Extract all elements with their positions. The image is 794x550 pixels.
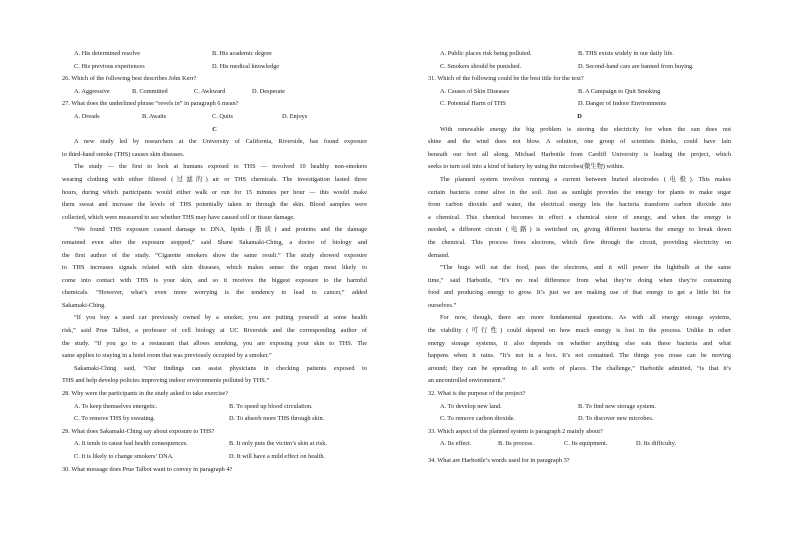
q33-options — [428, 438, 731, 451]
q32-option-b: B. To find new storage system. — [578, 402, 656, 410]
q29-options-row-1 — [62, 438, 367, 451]
q27-option-a: A. Dreads — [74, 112, 100, 120]
passage-c-line: wearing clothing with either filtered (过滤的) air or THS chemicals. The investigation lasted three — [62, 175, 367, 183]
q28-option-a: A. To keep themselves energetic. — [74, 402, 158, 410]
q29-stem: 29. What does Sakamaki-Ching say about exposure to THS? — [62, 427, 215, 435]
q30-stem: 30. What message does Prue Talbot want to convey in paragraph 4? — [62, 465, 233, 473]
q25-option-d: D. His medical knowledge — [212, 62, 280, 70]
q30-options-row-1 — [428, 48, 731, 61]
passage-d-line: happens when it rains. “It’s not in a box. It’s not contained. The things you reuse can be moving — [428, 352, 731, 360]
q28-options-row-1 — [62, 401, 367, 414]
q25-option-b: B. His academic degree — [212, 50, 272, 57]
passage-d-line: food and producing energy to grow. It’s just we are making use of that energy to get a little bit for — [428, 289, 731, 297]
q25-option-c: C. His previous experiences — [74, 62, 145, 70]
passage-c-line: remained even after the exposure stopped,” said Shane Sakamaki-Ching, a doctor of biology and — [62, 238, 367, 246]
q26-option-d: D. Desperate — [252, 87, 285, 95]
passage-c-line: chemicals. “However, what’s even more worrying is the tendency to lead to cancer,” added — [62, 289, 367, 297]
passage-d-line: certain bacteria come alive in the soil. Just as sunlight provides the energy for plants to make sugar — [428, 188, 731, 196]
q25-options-row-1 — [62, 48, 367, 61]
q31-option-c: C. Potential Harm of THS — [440, 100, 506, 108]
q27-option-d: D. Enjoys — [282, 112, 308, 120]
passage-d-line: the chemical. This process frees electrons, which flow through the circuit, providing electricity on — [428, 238, 731, 246]
passage-d-line: demand. — [428, 251, 450, 259]
passage-d-line: With renewable energy the big problem is storing the electricity for when the sun does not — [440, 125, 731, 133]
q30-options-row-2 — [428, 61, 731, 74]
left-column — [62, 48, 367, 476]
q25-options-row-2 — [62, 61, 367, 74]
q27-options — [62, 111, 367, 124]
q32-option-c: C. To remove carbon dioxide. — [440, 415, 515, 423]
q33-stem: 33. Which aspect of the planned system is paragraph 2 mainly about? — [428, 427, 603, 435]
q27-stem: 27. What does the underlined phrase “revels in” in paragraph 6 mean? — [62, 100, 239, 108]
passage-c-line: same applies to staying in a hotel room that was previously occupied by a smoker.” — [62, 352, 272, 360]
passage-d-line: around; they can be spreading to all sorts of places. The challenge,” Harbottle admitted, “is that it’s — [428, 364, 731, 372]
passage-c-line: them sweat and increase the levels of THS potentially taken in through the skin. Blood samples were — [62, 201, 367, 209]
q34-stem: 34. What are Harbottle’s words used for in paragraph 3? — [428, 457, 570, 464]
passage-d-line: from carbon dioxide and water, the electrical energy lets the bacteria transform carbon dioxide into — [428, 201, 731, 209]
section-heading-c: C — [212, 125, 217, 133]
passage-c-line: the study. “If you go to a restaurant that allows smoking, you are exposing your skin to THS. The — [62, 339, 367, 347]
q33-option-b: B. Its process. — [498, 440, 534, 448]
passage-c-line: the first author of the study. “Cigarette smokers show the same result.” The study showed exposure — [62, 251, 367, 259]
passage-c-line: come into contact with THS is your skin, and so it receives the biggest exposure to the harmful — [62, 276, 367, 284]
q28-option-c: C. To remove THS by sweating. — [74, 415, 156, 423]
passage-d-line: The planned system involves running a current between buried electrodes (电极). This makes — [440, 175, 731, 183]
passage-c-line: to THS increases signals related with skin diseases, which makes sense: the organ most likely to — [62, 264, 367, 272]
q29-option-c: C. It is likely to change smokers’ DNA. — [74, 453, 174, 460]
q30-option-c: C. Smokers should be punished. — [440, 62, 522, 70]
passage-d-line: beneath our feet all along. Michael Harbottle from Cardiff University is leading the project, which — [428, 150, 731, 158]
passage-d-line: For now, though, there are more fundamental questions. As with all energy storage systems, — [440, 314, 731, 322]
passage-c-line: “We found THS exposure caused damage to DNA, lipids (脂质) and proteins and the damage — [74, 226, 367, 234]
q26-option-a: A. Aggressive — [74, 87, 110, 95]
q33-option-c: C. Its equipment. — [564, 440, 608, 448]
passage-c-line: collected, which were measured to see whether THS may have caused cell or tissue damage. — [62, 213, 295, 221]
passage-d-line: the viability (可行性) could depend on how much energy is lost in the process. Unlike in other — [428, 327, 731, 335]
passage-c-line: “If you buy a used car previously owned by a smoker, you are putting yourself at some health — [74, 314, 367, 322]
q29-options-row-2 — [62, 451, 367, 464]
q27-option-c: C. Quits — [212, 112, 233, 120]
passage-d-line: ourselves.” — [428, 301, 457, 309]
q32-options-row-2 — [428, 413, 731, 426]
passage-c-line: The study — the first to look at humans exposed to THS — involved 10 healthy non-smokers — [74, 163, 367, 171]
section-heading-d: D — [577, 112, 582, 120]
q31-option-a: A. Causes of Skin Diseases — [440, 87, 510, 95]
q28-option-b: B. To speed up blood circulation. — [229, 402, 313, 410]
q32-stem: 32. What is the purpose of the project? — [428, 390, 526, 398]
passage-d-line: energy storage systems, it also depends on whether anything else eats these bacteria and what — [428, 339, 731, 347]
passage-d-line: shine and the wind does not blow. A solution, one group of scientists thinks, could have lain — [428, 138, 731, 146]
q26-stem: 26. Which of the following best describes John Kerr? — [62, 75, 197, 83]
passage-d-line: an uncontrolled environment.” — [428, 377, 506, 385]
q26-option-b: B. Committed — [132, 87, 168, 95]
passage-c-line: Sakamaki-Ching. — [62, 301, 106, 309]
q28-option-d: D. To absorb more THS through skin. — [229, 415, 325, 423]
q30-option-b: B. THS exists widely in our daily life. — [578, 50, 674, 57]
q25-option-a: A. His determined resolve — [74, 50, 141, 57]
q32-option-a: A. To develop new land. — [440, 402, 502, 410]
q29-option-d: D. It will have a mild effect on health. — [229, 453, 326, 460]
passage-d-line: needed, a different circuit (电路) is switched on, giving different bacteria the energy to break down — [428, 226, 731, 234]
q26-option-c: C. Awkward — [194, 87, 226, 95]
q31-option-d: D. Danger of Indoor Environments — [578, 100, 667, 108]
q28-stem: 28. Why were the participants in the study asked to take exercise? — [62, 390, 228, 398]
q33-option-a: A. Its effect. — [440, 440, 472, 448]
q30-option-d: D. Second-hand cars are banned from buying. — [578, 62, 694, 70]
q29-option-a: A. It tends to cause bad health consequences. — [74, 440, 188, 448]
q32-options-row-1 — [428, 401, 731, 414]
passage-d-line: seeks to turn soil into a kind of battery by using the microbes(微生物) within. — [428, 163, 625, 171]
q28-options-row-2 — [62, 413, 367, 426]
passage-c-line: risk,” said Prue Talbot, a professor of cell biology at UC Riverside and the corresponding author of — [62, 327, 367, 335]
q31-options-row-2 — [428, 98, 731, 111]
q27-option-b: B. Awaits — [142, 112, 167, 120]
q33-option-d: D. Its difficulty. — [636, 440, 677, 448]
passage-d-line: a chemical. This chemical becomes in effect a chemical store of energy, and when the energy is — [428, 213, 731, 221]
q31-option-b: B. A Campaign to Quit Smoking — [578, 87, 661, 95]
q29-option-b: B. It only puts the victim’s skin at risk. — [229, 440, 327, 448]
q31-stem: 31. Which of the following could be the best title for the text? — [428, 75, 584, 83]
passage-c-line: A new study led by researchers at the University of California, Riverside, has found exposure — [74, 138, 367, 146]
passage-c-line: to third-hand smoke (THS) causes skin diseases. — [62, 150, 185, 158]
q31-options-row-1 — [428, 86, 731, 99]
right-column — [428, 48, 731, 468]
q30-option-a: A. Public places risk being polluted. — [440, 50, 532, 57]
passage-d-line: “The bugs will eat the food, pass the electrons, and it will power the lightbulb at the same — [440, 264, 731, 272]
q32-option-d: D. To discover new microbes. — [578, 415, 654, 423]
passage-d-line: time,” said Harbottle, “It’s no real difference from what they’re doing when they’re consuming — [428, 276, 731, 284]
passage-c-line: hours, during which participants would either walk or run for 15 minutes per hour — this would make — [62, 188, 367, 196]
passage-c-line: THS and help develop policies improving indoor environments polluted by THS.” — [62, 377, 270, 385]
q26-options — [62, 86, 367, 99]
passage-c-line: Sakamaki-Ching said, “Our findings can assist physicians in checking patients exposed to — [74, 364, 367, 372]
